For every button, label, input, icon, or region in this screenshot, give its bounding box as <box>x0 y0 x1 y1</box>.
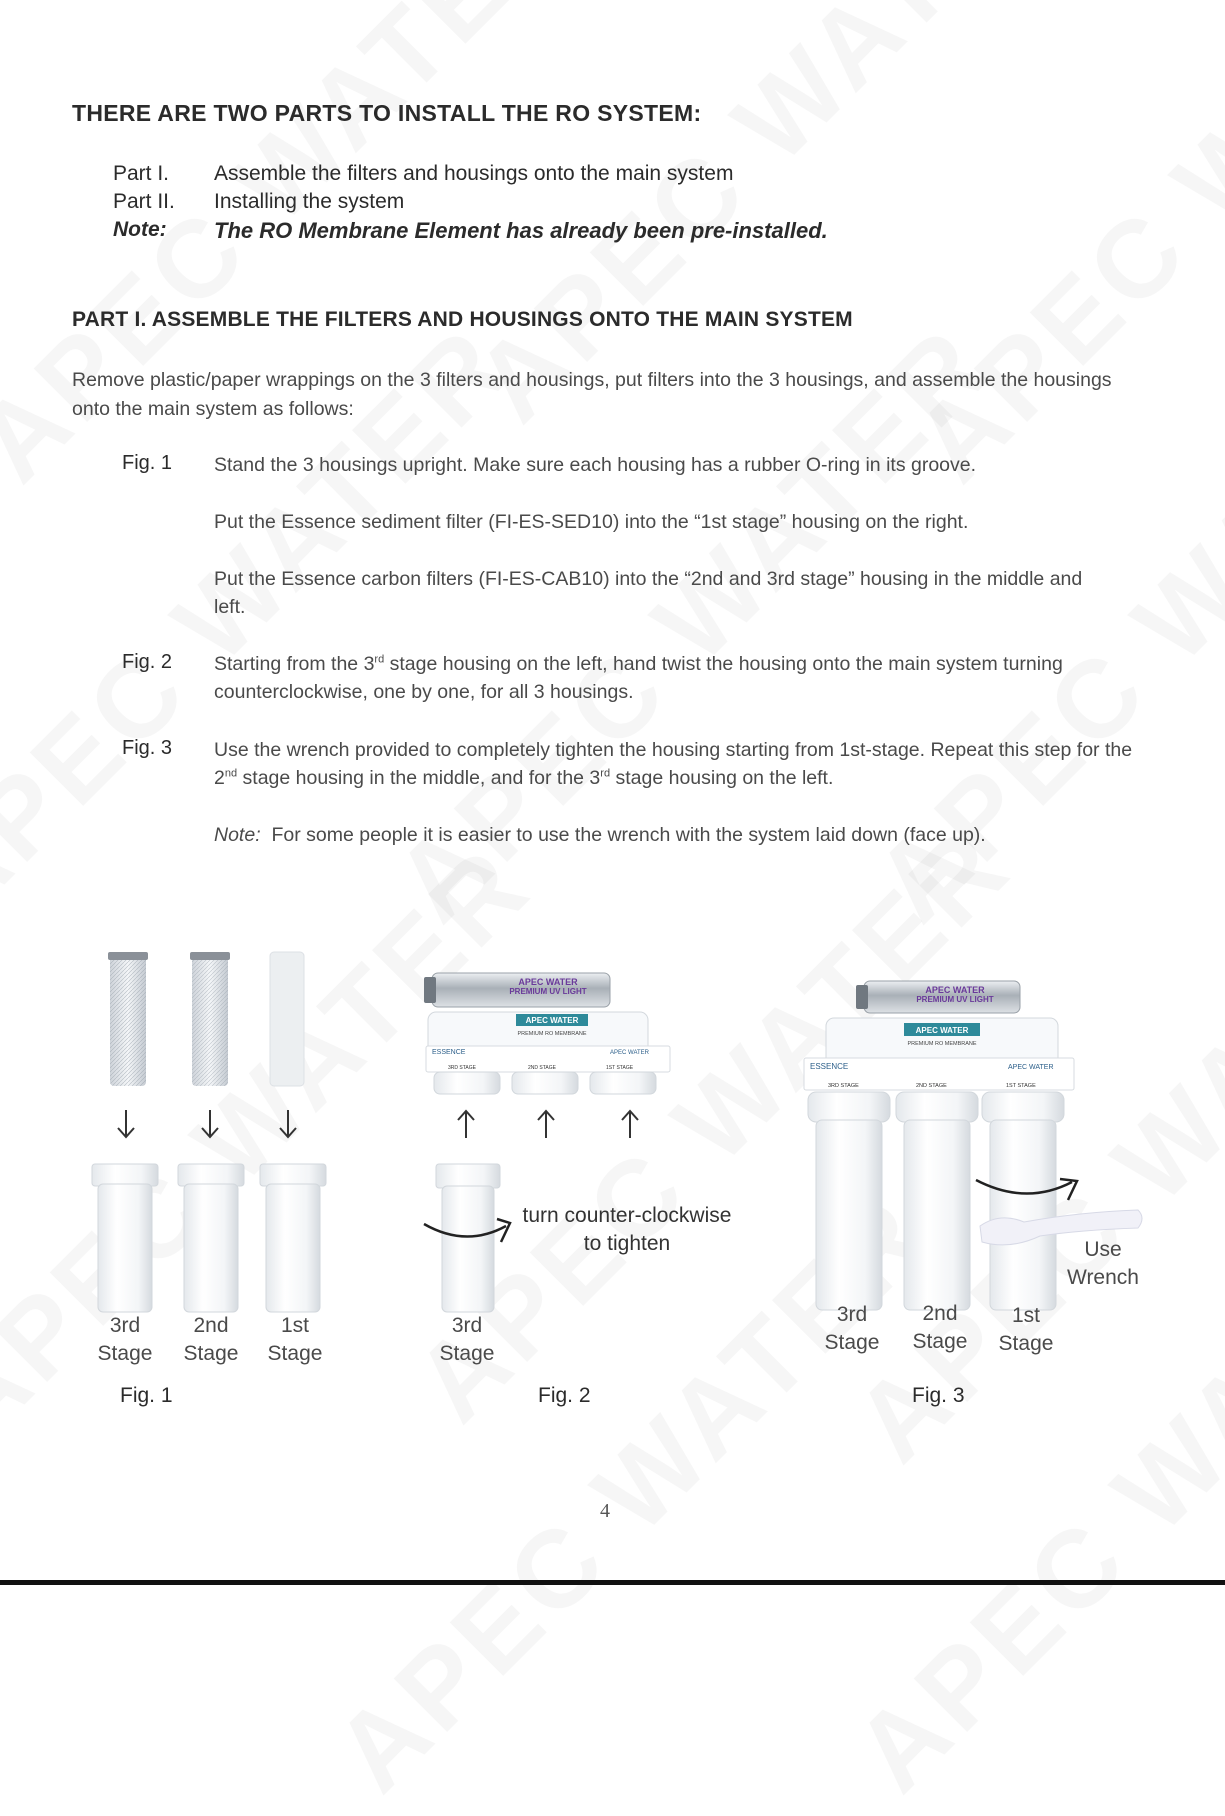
bottom-rule <box>0 1580 1225 1585</box>
fig2-label-3rd: 3rd Stage <box>439 1314 495 1365</box>
watermark <box>890 0 1225 506</box>
part-1-text: Assemble the filters and housings onto the main system <box>214 162 734 185</box>
stage-mark-fig3: 3RD STAGE <box>828 1083 859 1089</box>
fig3-caption: Fig. 3 <box>912 1384 965 1407</box>
fig1-caption: Fig. 1 <box>120 1384 173 1407</box>
down-arrows <box>118 1110 296 1137</box>
essence-fig3: ESSENCE <box>810 1062 849 1071</box>
stage-mark-fig3: 2ND STAGE <box>916 1083 947 1089</box>
ro-system-fig3 <box>804 981 1074 1310</box>
fig3-label: Fig. 3 <box>122 737 173 759</box>
part-1-label: Part I. <box>113 162 170 185</box>
fig1-label-1st: 1st Stage <box>267 1314 323 1365</box>
fig3-step: Use the wrench provided to completely tighten the housing starting from 1st-stage. Repeat this step for the 2nd stage housing in the middle, and for the 3rd stage housing on the left. <box>214 739 1133 789</box>
intro-text: Remove plastic/paper wrappings on the 3 filters and housings, put filters into the 3 housings, and assemble the housings onto the main system as follows: <box>72 369 1112 420</box>
page-number: 4 <box>600 1500 610 1522</box>
membrane-brand-fig3: APEC WATER <box>915 1026 969 1035</box>
carbon-filter-2nd <box>190 952 230 1086</box>
housing-2nd <box>178 1164 244 1312</box>
fig3-label-3rd: 3rd Stage <box>824 1303 880 1354</box>
stage-mark-fig3: 1ST STAGE <box>1006 1083 1036 1089</box>
note-label: Note: <box>113 218 167 241</box>
note-text: The RO Membrane Element has already been pre-installed. <box>214 218 828 243</box>
fig1-step2: Put the Essence sediment filter (FI-ES-SED10) into the “1st stage” housing on the right. <box>214 511 969 533</box>
sediment-filter-1st <box>270 952 304 1086</box>
fig1-label-2nd: 2nd Stage <box>183 1314 239 1365</box>
ro-system-fig2 <box>424 973 670 1094</box>
housing-1st <box>260 1164 326 1312</box>
fig1-step1: Stand the 3 housings upright. Make sure each housing has a rubber O-ring in its groove. <box>214 454 977 476</box>
bracket-brand-fig3: APEC WATER <box>1008 1064 1054 1071</box>
fig2-caption: Fig. 2 <box>538 1384 591 1407</box>
fig3-wrench-label: Use Wrench <box>1067 1238 1139 1289</box>
uv-label-fig2: PREMIUM UV LIGHT <box>509 987 587 996</box>
fig1-label: Fig. 1 <box>122 452 173 474</box>
section-title: PART I. ASSEMBLE THE FILTERS AND HOUSINGS ONTO THE MAIN SYSTEM <box>72 308 853 331</box>
stage-mark-fig2: 2ND STAGE <box>528 1065 556 1071</box>
uv-brand-fig2: APEC WATER <box>518 977 578 987</box>
essence-fig2: ESSENCE <box>432 1049 466 1056</box>
housing-fig2 <box>436 1164 500 1312</box>
page-heading: THERE ARE TWO PARTS TO INSTALL THE RO SYSTEM: <box>72 100 702 126</box>
fig1-step3: Put the Essence carbon filters (FI-ES-CAB10) into the “2nd and 3rd stage” housing in the middle and left. <box>214 568 1083 618</box>
fig1-label-3rd: 3rd Stage <box>97 1314 153 1365</box>
up-arrows <box>458 1111 638 1138</box>
fig2-instruction: turn counter-clockwise to tighten <box>522 1204 732 1255</box>
membrane-label-fig3: PREMIUM RO MEMBRANE <box>907 1041 977 1047</box>
bracket-brand-fig2: APEC WATER <box>610 1050 650 1056</box>
fig3-label-2nd: 2nd Stage <box>912 1302 968 1353</box>
fig2-label: Fig. 2 <box>122 651 173 673</box>
fig2-step: Starting from the 3rd stage housing on the left, hand twist the housing onto the main system turning counterclockwise, one by one, for all 3 housings. <box>214 653 1063 703</box>
fig3-label-1st: 1st Stage <box>998 1304 1054 1355</box>
housing-3rd <box>92 1164 158 1312</box>
uv-label-fig3: PREMIUM UV LIGHT <box>916 995 994 1004</box>
stage-mark-fig2: 1ST STAGE <box>606 1065 634 1071</box>
watermark <box>0 0 595 506</box>
fig3-note: Note: For some people it is easier to use the wrench with the system laid down (face up). <box>214 824 986 846</box>
uv-brand-fig3: APEC WATER <box>925 985 985 995</box>
membrane-label-fig2: PREMIUM RO MEMBRANE <box>517 1031 587 1037</box>
part-2-label: Part II. <box>113 190 175 213</box>
stage-mark-fig2: 3RD STAGE <box>448 1065 476 1071</box>
part-2-text: Installing the system <box>214 190 405 213</box>
membrane-brand-fig2: APEC WATER <box>525 1016 579 1025</box>
carbon-filter-3rd <box>108 952 148 1086</box>
